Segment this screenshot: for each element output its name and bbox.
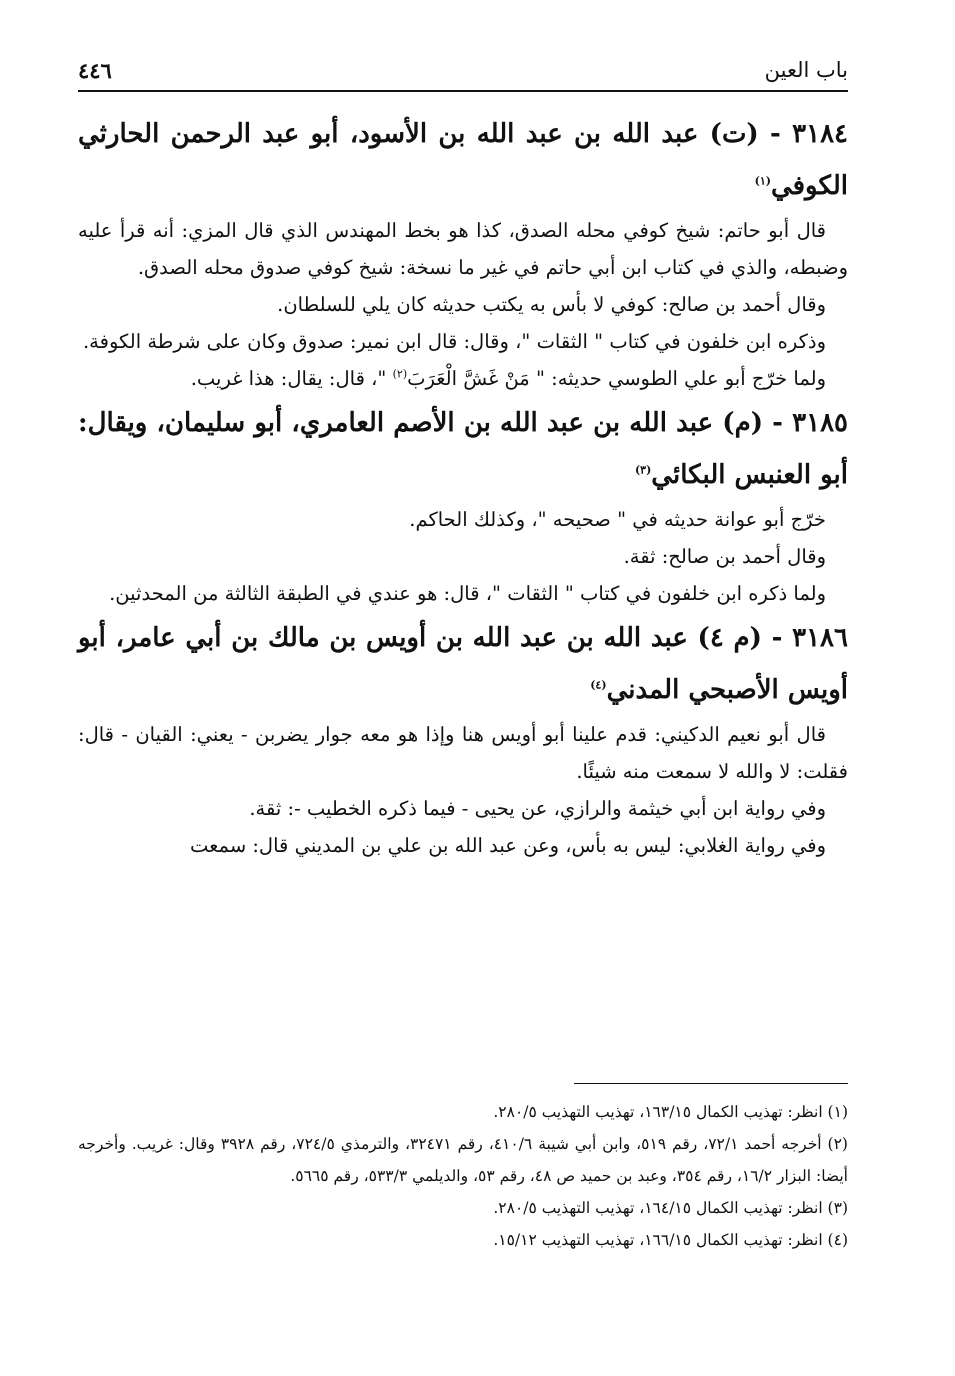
footnote-ref: (٢) [392, 367, 408, 381]
main-text [78, 108, 848, 864]
footnote-separator [574, 1083, 848, 1084]
entry-paragraph: ولما خرّج أبو علي الطوسي حديثه: " مَنْ غَشَّ الْعَرَبَ$^{(٢)}$ "، قال: يقال: هذا غريب. [190, 367, 826, 390]
entry-paragraph: وذكره ابن خلفون في كتاب " الثقات "، وقال: قال ابن نمير: صدوق وكان على شرطة الكوفة. [82, 330, 826, 353]
header-rule [78, 90, 848, 92]
entry-heading-3184: ٣١٨٤ - (ت) عبد الله بن عبد الله بن الأسود، أبو عبد الرحمن الحارثي الكوفي$^{(١)}$ [78, 119, 848, 201]
footnote-ref: (٣) [634, 463, 652, 477]
entry-paragraph: وفي رواية ابن أبي خيثمة والرازي، عن يحيى - فيما ذكره الخطيب -: ثقة. [249, 797, 826, 820]
entry-paragraph: وقال أحمد بن صالح: ثقة. [623, 545, 826, 568]
entry-paragraph: قال أبو نعيم الدكيني: قدم علينا أبو أويس هنا وإذا هو معه جوار يضربن - يعني: القيان - قال: فقلت: لا والله لا سمعت منه شيئًا. [78, 723, 848, 783]
entry-heading-3186: ٣١٨٦ - (م ٤) عبد الله بن عبد الله بن أويس بن مالك بن أبي عامر، أبو أويس الأصبحي المدني$^{(٤)}$ [78, 623, 848, 705]
chapter-title: باب العين [764, 58, 848, 82]
entry-paragraph: قال أبو حاتم: شيخ كوفي محله الصدق، كذا هو بخط المهندس الذي قال المزي: أنه قرأ عليه وضبطه، والذي في كتاب ابن أبي حاتم في غير ما نسخة: شيخ كوفي صدوق محله الصدق. [78, 219, 848, 279]
footnote-4: (٤) انظر: تهذيب الكمال ١٦٦/١٥، تهذيب التهذيب ١٥/١٢. [493, 1231, 848, 1249]
footnote-ref: (٤) [590, 678, 607, 692]
page-number: ٤٤٦ [78, 58, 112, 83]
footnote-ref: (١) [754, 174, 771, 188]
entry-heading-3185: ٣١٨٥ - (م) عبد الله بن عبد الله بن الأصم العامري، أبو سليمان، ويقال: أبو العنبس البكائي$^{(٣)}$ [78, 408, 848, 490]
footnotes [78, 1096, 848, 1256]
entry-paragraph: خرّج أبو عوانة حديثه في " صحيحه "، وكذلك الحاكم. [409, 508, 826, 531]
footnote-1: (١) انظر: تهذيب الكمال ١٦٣/١٥، تهذيب التهذيب ٢٨٠/٥. [493, 1103, 848, 1121]
footnote-2: (٢) أخرجه أحمد ٧٢/١، رقم ٥١٩، وابن أبي شيبة ٤١٠/٦، رقم ٣٢٤٧١، والترمذي ٧٢٤/٥، رقم ٣٩٢٨ وقال: غريب. وأخرجه أيضا: البزار ١٦/٢، رقم ٣٥٤، وعبد بن حميد ص ٤٨، رقم ٥٣، والديلمي ٥٣٣/٣، رقم ٥٦٦٥. [78, 1135, 848, 1185]
entry-paragraph: وقال أحمد بن صالح: كوفي لا بأس به يكتب حديثه كان يلي للسلطان. [277, 293, 826, 316]
book-page [78, 52, 848, 1362]
footnote-3: (٣) انظر: تهذيب الكمال ١٦٤/١٥، تهذيب التهذيب ٢٨٠/٥. [493, 1199, 848, 1217]
entry-paragraph: ولما ذكره ابن خلفون في كتاب " الثقات "، قال: هو عندي في الطبقة الثالثة من المحدثين. [109, 582, 826, 605]
running-header [78, 52, 848, 88]
entry-paragraph: وفي رواية الغلابي: ليس به بأس، وعن عبد الله بن علي بن المديني قال: سمعت [190, 834, 826, 857]
